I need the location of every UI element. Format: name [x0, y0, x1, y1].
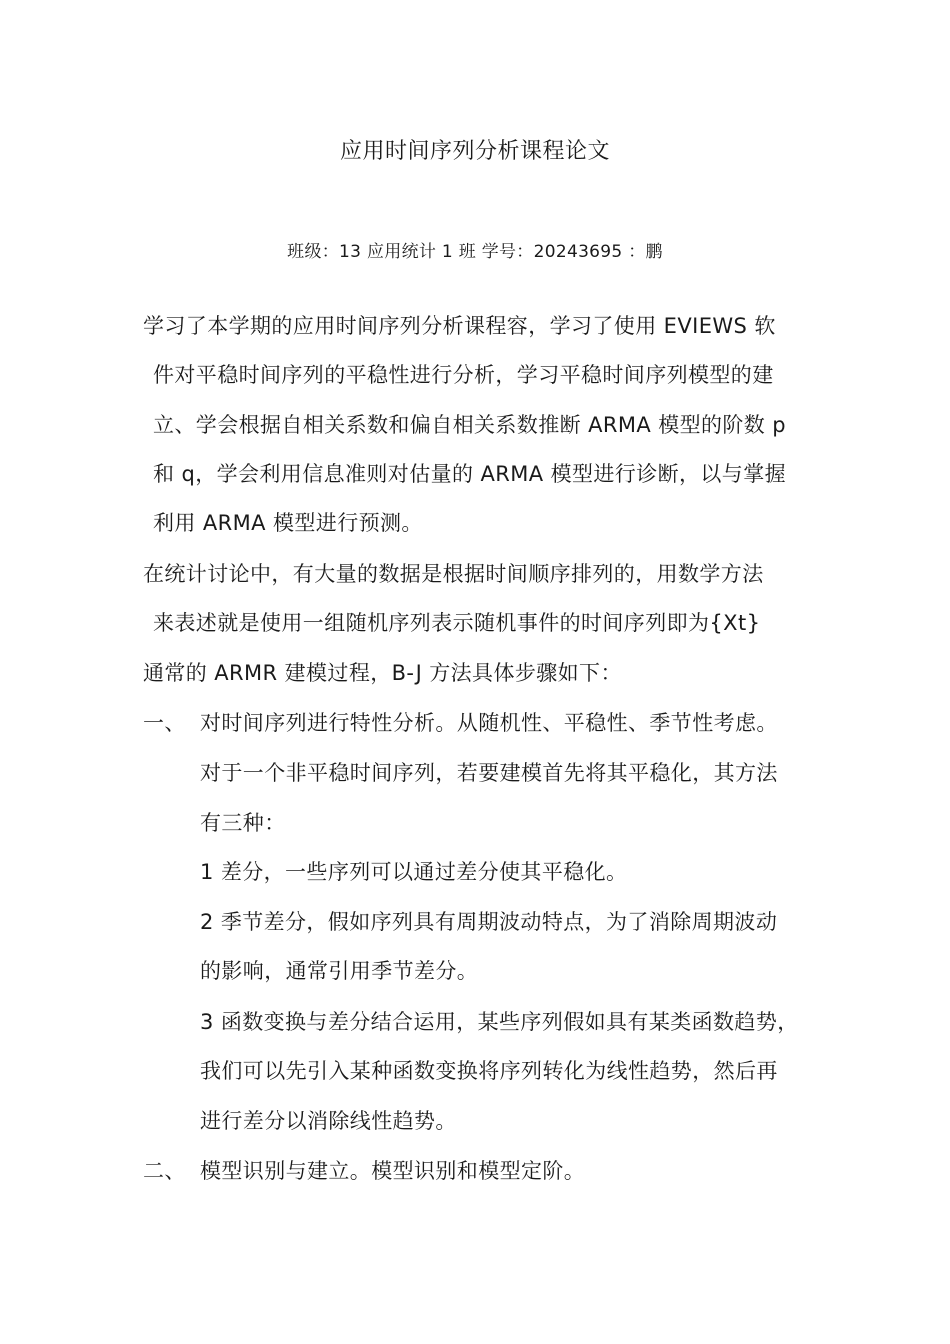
list-number: 二、 [143, 1159, 186, 1183]
list-item-line: 有三种： [200, 811, 286, 835]
list-item-line: 1 差分，一些序列可以通过差分使其平稳化。 [200, 860, 628, 884]
paragraph-line: 通常的 ARMR 建模过程，B-J 方法具体步骤如下： [143, 661, 622, 685]
list-item-line: 进行差分以消除线性趋势。 [200, 1109, 457, 1133]
list-item-line: 对于一个非平稳时间序列，若要建模首先将其平稳化，其方法 [200, 761, 778, 785]
paragraph-line: 利用 ARMA 模型进行预测。 [153, 511, 423, 535]
list-number: 一、 [143, 711, 186, 735]
paragraph-line: 学习了本学期的应用时间序列分析课程容，学习了使用 EVIEWS 软 [143, 314, 776, 338]
paragraph-line: 和 q，学会利用信息准则对估量的 ARMA 模型进行诊断，以与掌握 [153, 462, 786, 486]
list-item-line: 3 函数变换与差分结合运用，某些序列假如具有某类函数趋势， [200, 1010, 799, 1034]
paragraph-line: 来表述就是使用一组随机序列表示随机事件的时间序列即为{Xt} [153, 611, 761, 635]
paragraph-line: 在统计讨论中，有大量的数据是根据时间顺序排列的，用数学方法 [143, 562, 764, 586]
document-title: 应用时间序列分析课程论文 [339, 139, 610, 164]
list-item-line: 2 季节差分，假如序列具有周期波动特点，为了消除周期波动 [200, 910, 778, 934]
paragraph-line: 件对平稳时间序列的平稳性进行分析，学习平稳时间序列模型的建 [153, 363, 774, 387]
list-item-line: 对时间序列进行特性分析。从随机性、平稳性、季节性考虑。 [200, 711, 778, 735]
list-item-line: 我们可以先引入某种函数变换将序列转化为线性趋势，然后再 [200, 1059, 778, 1083]
document-subtitle: 班级：13 应用统计 1 班 学号：20243695 ：鹏 [287, 242, 663, 262]
list-item-line: 的影响，通常引用季节差分。 [200, 959, 479, 983]
paragraph-line: 立、学会根据自相关系数和偏自相关系数推断 ARMA 模型的阶数 p [153, 413, 786, 437]
list-item-line: 模型识别与建立。模型识别和模型定阶。 [200, 1159, 586, 1183]
